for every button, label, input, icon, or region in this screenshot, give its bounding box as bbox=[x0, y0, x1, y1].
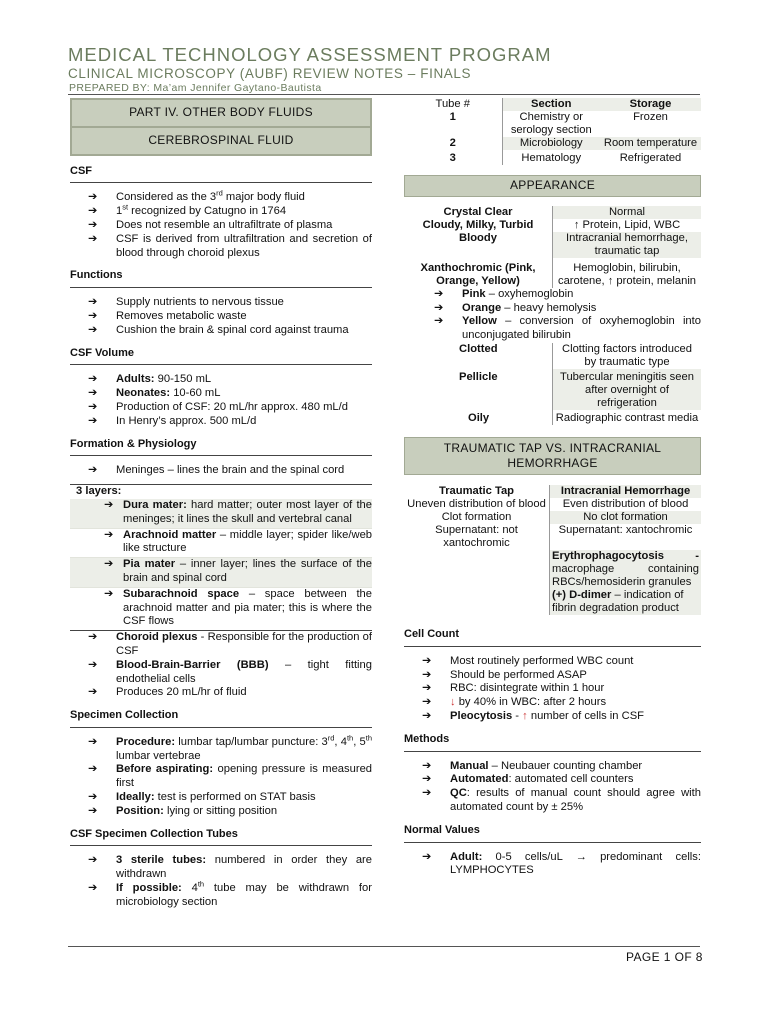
list-item: ➔ Before aspirating: opening pressure is measured first bbox=[88, 763, 373, 790]
arrow-icon: ➔ bbox=[422, 759, 432, 772]
list-item: ➔ Pink – oxyhemoglobin bbox=[434, 287, 574, 300]
list-item: ➔ Ideally: test is performed on STAT basis bbox=[88, 791, 316, 804]
table-row: Uneven distribution of blood Even distribution of blood bbox=[404, 498, 701, 511]
part-banner: PART IV. OTHER BODY FLUIDS bbox=[70, 98, 372, 128]
list-item: ➔ In Henry’s approx. 500 mL/d bbox=[88, 414, 257, 427]
list-item: ➔ Cushion the brain & spinal cord against trauma bbox=[88, 323, 349, 336]
arrow-icon: ➔ bbox=[88, 387, 98, 400]
arrow-icon: ➔ bbox=[88, 232, 98, 245]
arrow-icon: ➔ bbox=[88, 464, 98, 477]
arrow-icon: ➔ bbox=[422, 654, 432, 667]
arrow-icon: ➔ bbox=[88, 191, 98, 204]
arrow-icon: ➔ bbox=[88, 735, 98, 748]
left-column bbox=[70, 98, 372, 916]
arrow-icon: ➔ bbox=[104, 528, 114, 541]
arrow-icon: ➔ bbox=[88, 296, 98, 309]
list-item: ➔ Most routinely performed WBC count bbox=[422, 654, 634, 667]
table-row: (+) D-dimer – indication of fibrin degradation product bbox=[404, 589, 701, 615]
arrow-icon: ➔ bbox=[88, 205, 98, 218]
layers-block bbox=[70, 484, 372, 631]
list-item: ➔ Adults: 90-150 mL bbox=[88, 373, 212, 386]
arrow-icon: ➔ bbox=[88, 854, 98, 867]
tubes-heading: CSF Specimen Collection Tubes bbox=[70, 825, 372, 847]
arrow-icon: ➔ bbox=[422, 682, 432, 695]
arrow-icon: ➔ bbox=[88, 414, 98, 427]
list-item: ➔ Procedure: lumbar tap/lumbar puncture: 3rd, 4th, 5th lumbar vertebrae bbox=[88, 733, 372, 762]
arrow-icon: ➔ bbox=[88, 218, 98, 231]
arrow-icon: ➔ bbox=[422, 850, 432, 863]
traumatic-banner: TRAUMATIC TAP VS. INTRACRANIAL HEMORRHAGE bbox=[404, 437, 701, 475]
cellcount-list bbox=[404, 655, 701, 724]
arrow-icon: ➔ bbox=[88, 309, 98, 322]
table-row: Oily Radiographic contrast media bbox=[404, 410, 701, 425]
list-item: ➔ CSF is derived from ultrafiltration and secretion of blood through choroid plexus bbox=[88, 232, 372, 259]
list-item: ➔ QC: results of manual count should agree with automated count by ± 25% bbox=[422, 787, 701, 813]
list-item: ➔ Automated: automated cell counters bbox=[422, 773, 634, 786]
arrow-icon: ➔ bbox=[104, 498, 114, 511]
specimen-heading: Specimen Collection bbox=[70, 706, 372, 728]
table-header: Storage bbox=[600, 98, 701, 111]
arrow-icon: ➔ bbox=[88, 791, 98, 804]
arrow-icon: ➔ bbox=[422, 668, 432, 681]
table-row: Crystal Clear Normal bbox=[404, 206, 701, 219]
arrow-icon: ➔ bbox=[434, 287, 444, 300]
list-item: ➔ 1st recognized by Catugno in 1764 bbox=[88, 202, 287, 218]
arrow-icon: ➔ bbox=[88, 763, 98, 776]
arrow-icon: ➔ bbox=[422, 773, 432, 786]
document-title: MEDICAL TECHNOLOGY ASSESSMENT PROGRAM bbox=[68, 44, 552, 65]
table-row: Xanthochromic (Pink, Orange, Yellow) Hemoglobin, bilirubin, carotene, ↑ protein, melanin bbox=[404, 258, 701, 288]
list-item: ➔ Considered as the 3rd major body fluid bbox=[88, 188, 305, 204]
arrow-icon: ➔ bbox=[434, 301, 444, 314]
arrow-icon: ➔ bbox=[88, 400, 98, 413]
page-number: PAGE 1 OF 8 bbox=[626, 950, 703, 964]
list-item: ➔ Produces 20 mL/hr of fluid bbox=[88, 686, 247, 699]
arrow-icon: ➔ bbox=[88, 323, 98, 336]
arrow-icon: ➔ bbox=[88, 882, 98, 895]
volume-heading: CSF Volume bbox=[70, 344, 372, 366]
arrow-icon: ➔ bbox=[422, 696, 432, 709]
prepared-by: PREPARED BY: Ma’am Jennifer Gaytano-Bautista bbox=[69, 82, 322, 94]
arrow-icon: ➔ bbox=[88, 631, 98, 644]
arrow-icon: ➔ bbox=[88, 686, 98, 699]
tube-table bbox=[404, 98, 701, 165]
layer-item: ➔ Arachnoid matter – middle layer; spider like/web like structure bbox=[70, 529, 372, 559]
table-row: Bloody Intracranial hemorrhage, traumatic tap bbox=[404, 232, 701, 258]
csf-banner: CEREBROSPINAL FLUID bbox=[70, 128, 372, 156]
functions-list bbox=[70, 296, 372, 337]
appearance-table-2 bbox=[404, 343, 701, 425]
formation-heading: Formation & Physiology bbox=[70, 435, 372, 457]
table-header: Tube # bbox=[435, 98, 470, 110]
meninges-list bbox=[70, 464, 372, 478]
methods-list bbox=[404, 760, 701, 815]
arrow-icon: ➔ bbox=[88, 658, 98, 671]
right-column bbox=[404, 98, 701, 884]
layer-item: ➔ Pia mater – inner layer; lines the surface of the brain and spinal cord bbox=[70, 558, 372, 588]
footer-divider bbox=[68, 946, 700, 947]
list-item: ➔ Position: lying or sitting position bbox=[88, 804, 278, 817]
arrow-icon: ➔ bbox=[434, 315, 444, 328]
header-divider bbox=[68, 94, 700, 95]
arrow-icon: ➔ bbox=[88, 804, 98, 817]
specimen-list bbox=[70, 733, 373, 819]
appearance-notes bbox=[404, 288, 701, 343]
list-item: ➔ Does not resemble an ultrafiltrate of plasma bbox=[88, 218, 333, 231]
list-item: ➔ If possible: 4th tube may be withdrawn for microbiology section bbox=[88, 879, 372, 908]
list-item: ➔ Supply nutrients to nervous tissue bbox=[88, 296, 284, 309]
arrow-icon: ➔ bbox=[422, 709, 432, 722]
csf-list bbox=[70, 188, 372, 260]
arrow-icon: ➔ bbox=[104, 558, 114, 571]
table-header-row bbox=[404, 98, 701, 111]
list-item: ➔ Neonates: 10-60 mL bbox=[88, 387, 221, 400]
table-header: Section bbox=[502, 98, 600, 111]
arrow-icon: ➔ bbox=[104, 587, 114, 600]
arrow-icon: ➔ bbox=[88, 373, 98, 386]
methods-heading: Methods bbox=[404, 730, 701, 752]
cellcount-heading: Cell Count bbox=[404, 625, 701, 647]
formation-after-list bbox=[70, 631, 372, 700]
normal-heading: Normal Values bbox=[404, 821, 701, 843]
tubes-list bbox=[70, 854, 372, 909]
table-row: Cloudy, Milky, Turbid ↑ Protein, Lipid, WBC bbox=[404, 219, 701, 232]
table-row: Erythrophagocytosis - macrophage containing RBCs/hemosiderin granules bbox=[404, 550, 701, 589]
list-item: ➔ RBC: disintegrate within 1 hour bbox=[422, 682, 605, 695]
table-row: 1 Chemistry or serology section Frozen bbox=[449, 111, 668, 136]
arrow-icon: ➔ bbox=[422, 787, 432, 800]
functions-heading: Functions bbox=[70, 266, 372, 288]
list-item: ➔ Pleocytosis - ↑ number of cells in CSF bbox=[422, 709, 645, 722]
list-item: ➔ Should be performed ASAP bbox=[422, 668, 587, 681]
layer-item: ➔ Subarachnoid space – space between the arachnoid matter and pia mater; this is where the CSF flows bbox=[70, 588, 372, 631]
list-item: ➔ ↓ by 40% in WBC: after 2 hours bbox=[422, 696, 607, 709]
table-row: Pellicle Tubercular meningitis seen after overnight of refrigeration bbox=[404, 369, 701, 410]
layers-heading: 3 layers: bbox=[70, 484, 372, 499]
volume-list bbox=[70, 373, 372, 428]
table-row: 3 Hematology Refrigerated bbox=[449, 152, 682, 164]
list-item: ➔ Production of CSF: 20 mL/hr approx. 480 mL/d bbox=[88, 400, 348, 413]
list-item: ➔ 3 sterile tubes: numbered in order they are withdrawn bbox=[88, 854, 373, 881]
document-subtitle: CLINICAL MICROSCOPY (AUBF) REVIEW NOTES – FINALS bbox=[68, 66, 472, 81]
csf-heading: CSF bbox=[70, 162, 372, 184]
normal-list bbox=[404, 851, 701, 879]
list-item: ➔ Adult: 0-5 cells/uL → predominant cells: LYMPHOCYTES bbox=[422, 850, 701, 877]
list-item: ➔ Meninges – lines the brain and the spinal cord bbox=[88, 464, 345, 477]
list-item: ➔ Blood-Brain-Barrier (BBB) – tight fitting endothelial cells bbox=[88, 658, 372, 685]
table-row: Clot formation No clot formation bbox=[404, 511, 701, 524]
list-item: ➔ Yellow – conversion of oxyhemoglobin into unconjugated bilirubin bbox=[434, 315, 701, 342]
layer-item: ➔ Dura mater: hard matter; outer most layer of the meninges; it lines the skull and vertebral canal bbox=[70, 499, 372, 529]
table-row: Clotted Clotting factors introduced by traumatic type bbox=[404, 343, 701, 369]
table-row: 2 Microbiology Room temperature bbox=[404, 137, 701, 150]
list-item: ➔ Choroid plexus - Responsible for the production of CSF bbox=[88, 631, 372, 657]
traumatic-table bbox=[404, 485, 701, 615]
table-header-row: Traumatic Tap Intracranial Hemorrhage bbox=[404, 485, 701, 498]
appearance-banner: APPEARANCE bbox=[404, 175, 701, 197]
list-item: ➔ Removes metabolic waste bbox=[88, 309, 247, 322]
appearance-table bbox=[404, 206, 701, 288]
list-item: ➔ Orange – heavy hemolysis bbox=[434, 301, 597, 314]
list-item: ➔ Manual – Neubauer counting chamber bbox=[422, 759, 643, 772]
table-row: Supernatant: not xantochromic Supernatant: xantochromic bbox=[404, 524, 701, 550]
